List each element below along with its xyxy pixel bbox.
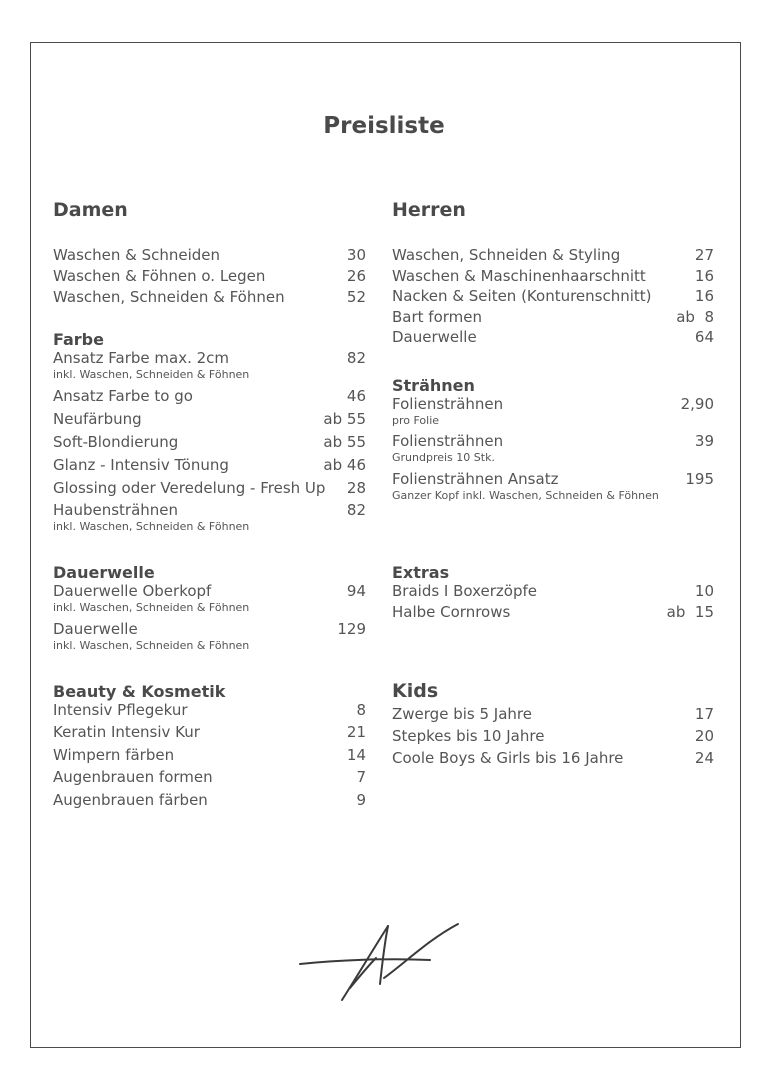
section-heading-farbe: Farbe <box>53 330 104 349</box>
item-price: 17 <box>694 705 714 723</box>
item-label: Waschen & Schneiden <box>53 246 221 264</box>
item-price: 94 <box>346 582 366 600</box>
item-price: 129 <box>337 620 366 638</box>
item-label: Waschen, Schneiden & Styling <box>392 246 621 264</box>
item-label: Zwerge bis 5 Jahre <box>392 705 532 723</box>
item-price: 26 <box>346 267 366 285</box>
item-price: 8 <box>356 701 366 719</box>
item-price: 30 <box>346 246 366 264</box>
item-label: Dauerwelle Oberkopf <box>53 582 212 600</box>
page-border <box>30 42 741 1048</box>
item-label: Foliensträhnen Ansatz <box>392 470 559 488</box>
item-price: 195 <box>685 470 714 488</box>
item-price: 2,90 <box>680 395 714 413</box>
item-label: Intensiv Pflegekur <box>53 701 188 719</box>
item-note: inkl. Waschen, Schneiden & Föhnen <box>53 601 250 614</box>
item-note: inkl. Waschen, Schneiden & Föhnen <box>53 368 250 381</box>
item-price: 28 <box>346 479 366 497</box>
item-label: Augenbrauen färben <box>53 791 208 809</box>
item-label: Braids I Boxerzöpfe <box>392 582 538 600</box>
item-note: Ganzer Kopf inkl. Waschen, Schneiden & Föhnen <box>392 489 659 502</box>
item-note: pro Folie <box>392 414 440 427</box>
item-label: Wimpern färben <box>53 746 175 764</box>
item-price: 64 <box>694 328 714 346</box>
item-price: 46 <box>346 387 366 405</box>
item-note: inkl. Waschen, Schneiden & Föhnen <box>53 520 250 533</box>
item-label: Neufärbung <box>53 410 142 428</box>
item-label: Waschen, Schneiden & Föhnen <box>53 288 285 306</box>
item-price: ab 8 <box>676 308 714 326</box>
item-label: Foliensträhnen <box>392 395 504 413</box>
item-price: 16 <box>694 287 714 305</box>
item-label: Bart formen <box>392 308 483 326</box>
item-price: 16 <box>694 267 714 285</box>
item-label: Glossing oder Veredelung - Fresh Up <box>53 479 326 497</box>
section-heading-herren: Herren <box>392 199 466 221</box>
item-label: Ansatz Farbe to go <box>53 387 193 405</box>
page-title: Preisliste <box>323 113 445 139</box>
item-label: Keratin Intensiv Kur <box>53 723 200 741</box>
item-price: 20 <box>694 727 714 745</box>
item-label: Glanz - Intensiv Tönung <box>53 456 229 474</box>
item-price: ab 46 <box>323 456 366 474</box>
item-note: inkl. Waschen, Schneiden & Föhnen <box>53 639 250 652</box>
item-price: ab 55 <box>323 410 366 428</box>
item-label: Waschen & Maschinenhaarschnitt <box>392 267 646 285</box>
item-label: Dauerwelle <box>53 620 138 638</box>
section-heading-damen: Damen <box>53 199 128 221</box>
item-label: Halbe Cornrows <box>392 603 511 621</box>
item-price: 52 <box>346 288 366 306</box>
signature-logo <box>298 918 464 1008</box>
item-label: Nacken & Seiten (Konturenschnitt) <box>392 287 652 305</box>
section-heading-extras: Extras <box>392 563 450 582</box>
item-label: Augenbrauen formen <box>53 768 213 786</box>
item-label: Waschen & Föhnen o. Legen <box>53 267 266 285</box>
section-heading-kids: Kids <box>392 680 439 702</box>
item-label: Soft-Blondierung <box>53 433 179 451</box>
item-label: Stepkes bis 10 Jahre <box>392 727 545 745</box>
section-heading-dauerwelle: Dauerwelle <box>53 563 155 582</box>
section-heading-straehnen: Strähnen <box>392 376 475 395</box>
item-price: 82 <box>346 349 366 367</box>
item-price: 27 <box>694 246 714 264</box>
item-price: 21 <box>346 723 366 741</box>
item-price: 14 <box>346 746 366 764</box>
item-label: Coole Boys & Girls bis 16 Jahre <box>392 749 624 767</box>
item-price: 82 <box>346 501 366 519</box>
item-note: Grundpreis 10 Stk. <box>392 451 495 464</box>
item-price: 39 <box>694 432 714 450</box>
item-label: Foliensträhnen <box>392 432 504 450</box>
item-price: ab 15 <box>666 603 714 621</box>
item-price: 24 <box>694 749 714 767</box>
item-label: Dauerwelle <box>392 328 477 346</box>
item-price: 9 <box>356 791 366 809</box>
item-label: Ansatz Farbe max. 2cm <box>53 349 230 367</box>
item-price: 7 <box>356 768 366 786</box>
item-label: Haubensträhnen <box>53 501 179 519</box>
section-heading-beauty: Beauty & Kosmetik <box>53 682 226 701</box>
item-price: ab 55 <box>323 433 366 451</box>
item-price: 10 <box>694 582 714 600</box>
